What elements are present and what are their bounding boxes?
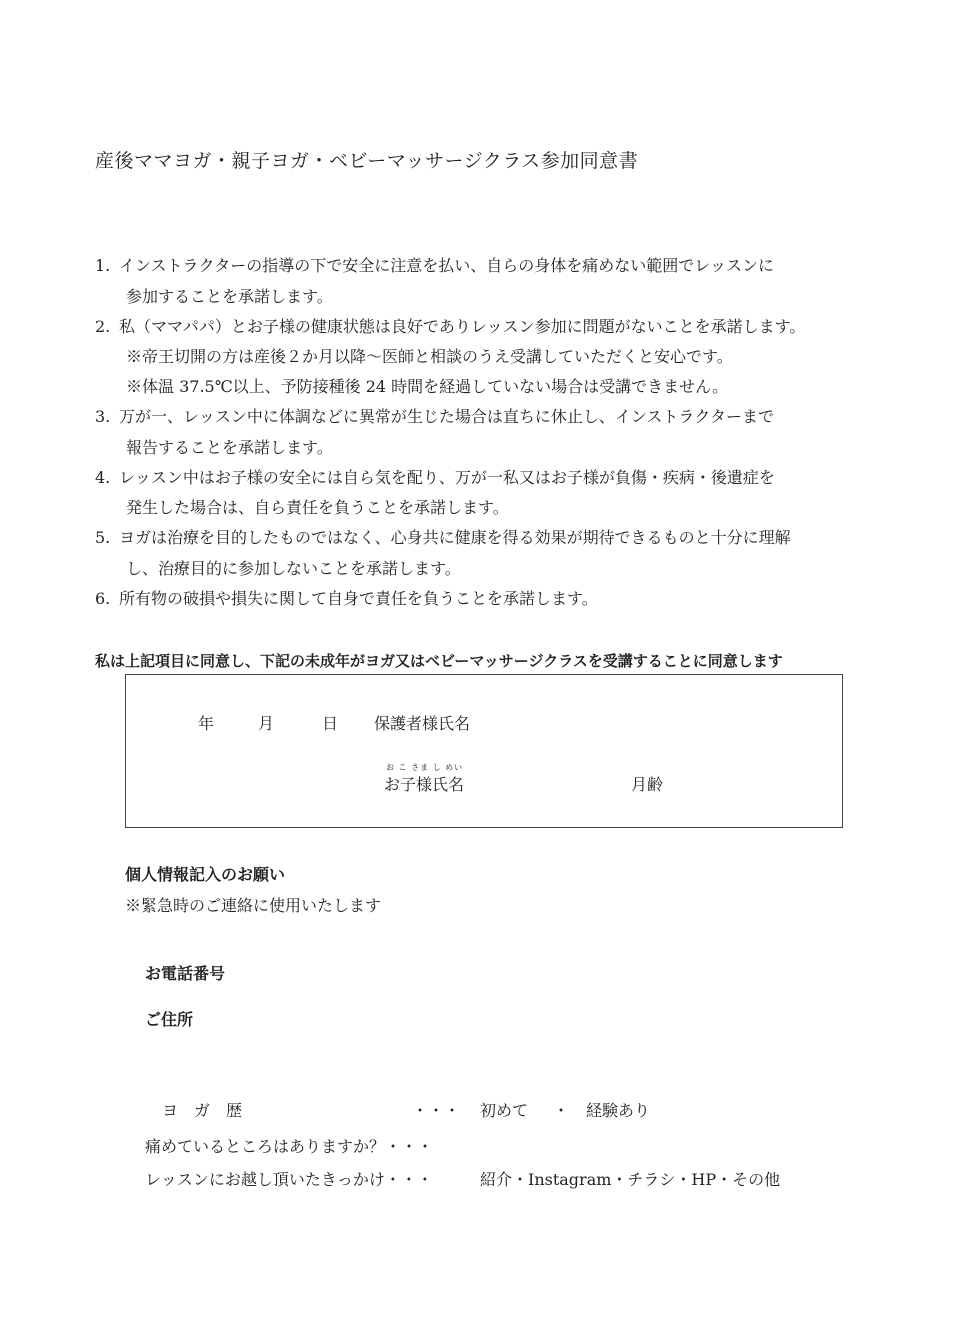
item-line: ※体温 37.5℃以上、予防接種後 24 時間を経過していない場合は受講できません。 bbox=[126, 377, 729, 396]
item-line: ヨガは治療を目的したものではなく、心身共に健康を得る効果が期待できるものと十分に理解 bbox=[119, 528, 791, 547]
guardian-name-label: 保護者様氏名 bbox=[374, 714, 471, 733]
yoga-history-label: ヨ ガ 歴 bbox=[162, 1101, 243, 1120]
phone-label: お電話番号 bbox=[145, 964, 226, 983]
yoga-option-experienced: 経験あり bbox=[586, 1101, 651, 1120]
year-label: 年 bbox=[198, 714, 215, 733]
trigger-question: レッスンにお越し頂いたきっかけ・・・ bbox=[145, 1170, 433, 1189]
item-line: インストラクターの指導の下で安全に注意を払い、自らの身体を痛めない範囲でレッスンに bbox=[119, 256, 775, 275]
item-number: 3. bbox=[95, 407, 111, 426]
item-line: し、治療目的に参加しないことを承諾します。 bbox=[126, 559, 461, 578]
item-number: 4. bbox=[95, 468, 111, 487]
item-line: 所有物の破損や損失に関して自身で責任を負うことを承諾します。 bbox=[119, 589, 598, 608]
item-number: 1. bbox=[95, 256, 111, 275]
item-number: 5. bbox=[95, 528, 111, 547]
child-name-label: お子様氏名 bbox=[384, 775, 465, 794]
item-line: 私（ママパパ）とお子様の健康状態は良好でありレッスン参加に問題がないことを承諾します。 bbox=[119, 317, 806, 336]
item-line: 参加することを承諾します。 bbox=[126, 287, 333, 306]
consent-item-4 bbox=[95, 468, 775, 488]
consent-item-3 bbox=[95, 407, 774, 427]
document-title: 産後ママヨガ・親子ヨガ・ベビーマッサージクラス参加同意書 bbox=[95, 150, 639, 172]
item-line: 報告することを承諾します。 bbox=[126, 438, 333, 457]
yoga-option-first-time: 初めて bbox=[480, 1101, 529, 1120]
yoga-option-separator: ・ bbox=[553, 1101, 570, 1120]
item-number: 6. bbox=[95, 589, 111, 608]
personal-info-heading: 個人情報記入のお願い bbox=[125, 865, 286, 884]
item-line: 発生した場合は、自ら責任を負うことを承諾します。 bbox=[126, 498, 509, 517]
item-line: 万が一、レッスン中に体調などに異常が生じた場合は直ちに休止し、インストラクターまで bbox=[119, 407, 775, 426]
consent-item-1 bbox=[95, 256, 774, 276]
personal-info-note: ※緊急時のご連絡に使用いたします bbox=[125, 896, 382, 915]
consent-item-2 bbox=[95, 317, 805, 337]
pain-question: 痛めているところはありますか？・・・ bbox=[145, 1137, 434, 1156]
day-label: 日 bbox=[322, 714, 339, 733]
trigger-options: 紹介・Instagram・チラシ・HP・その他 bbox=[480, 1170, 781, 1189]
item-number: 2. bbox=[95, 317, 111, 336]
age-months-label: 月齢 bbox=[631, 775, 664, 794]
child-name-ruby: お こ さま し めい bbox=[386, 763, 464, 772]
signature-box bbox=[125, 674, 843, 828]
consent-item-5 bbox=[95, 528, 791, 548]
yoga-history-dots: ・・・ bbox=[412, 1101, 461, 1120]
month-label: 月 bbox=[258, 714, 275, 733]
item-line: レッスン中はお子様の安全には自ら気を配り、万が一私又はお子様が負傷・疾病・後遺症を bbox=[119, 468, 775, 487]
address-label: ご住所 bbox=[145, 1010, 194, 1029]
agreement-statement: 私は上記項目に同意し、下記の未成年がヨガ又はベビーマッサージクラスを受講することに同意します bbox=[95, 652, 783, 670]
item-line: ※帝王切開の方は産後２か月以降〜医師と相談のうえ受講していただくと安心です。 bbox=[126, 347, 733, 366]
consent-item-6 bbox=[95, 589, 598, 609]
